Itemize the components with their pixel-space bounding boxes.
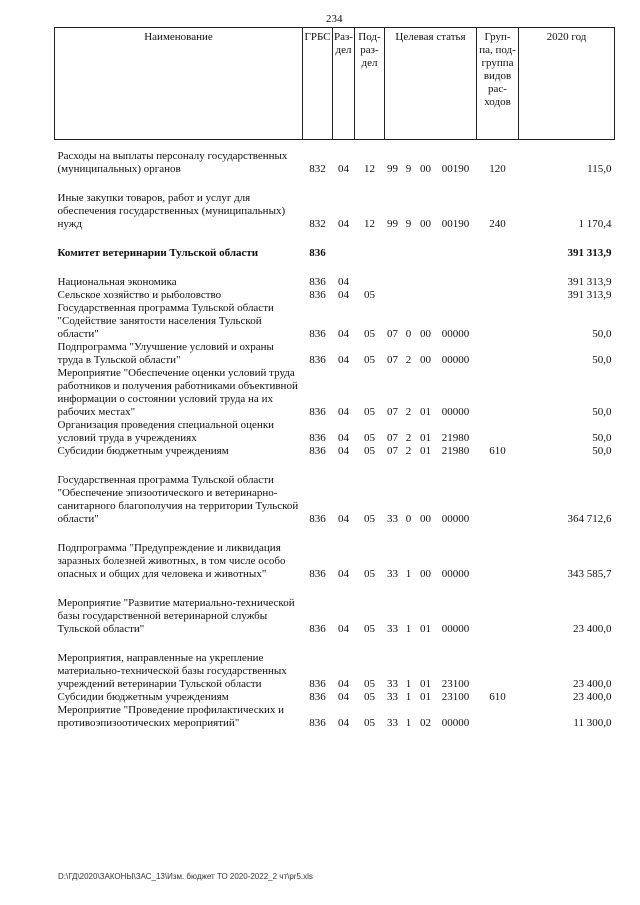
cell-name: Субсидии бюджетным учреждениям [57,691,229,703]
table-row [55,302,615,341]
cell-podrazdel: 05 [364,678,375,690]
header-razdel: Раз-дел [333,28,355,140]
cell-cs4: 00000 [441,406,470,418]
cell-name: Государственная программа Тульской области "Обеспечение эпизоотического и ветеринарно-санитарного благополучия на территории Тульской области" [57,474,299,525]
cell-cs1: 07 [387,432,398,444]
cell-gruppa [477,302,519,341]
cell-cs3: 00 [420,218,431,230]
cell-sum: 343 585,7 [567,568,612,580]
table-header [55,28,615,140]
cell-cs1: 07 [387,354,398,366]
cell-cs3: 00 [420,513,431,525]
cell-cs2: 0 [405,328,412,340]
cell-razdel: 04 [338,218,349,230]
cell-name: Иные закупки товаров, работ и услуг для обеспечения государственных (муниципальных) нужд [57,192,286,230]
cell-podrazdel [355,231,385,260]
cell-cs2: 2 [405,354,412,366]
cell-cs1: 33 [387,513,398,525]
cell-grbs: 832 [309,218,326,230]
cell-gruppa [477,526,519,581]
cell-name: Мероприятие "Обеспечение оценки условий труда работников и получения работниками объективной информации о состоянии условий труда на их рабочих местах" [57,367,298,418]
cell-gruppa: 120 [489,163,506,175]
page-number: 234 [326,13,343,25]
cell-razdel: 04 [338,513,349,525]
cell-grbs: 836 [309,691,326,703]
cell-cs1: 33 [387,623,398,635]
cell-cs4 [435,231,477,260]
table-row [55,581,615,636]
cell-cs2 [401,289,417,302]
cell-cs3: 01 [420,445,431,457]
table-row [55,231,615,260]
cell-razdel [333,231,355,260]
cell-cs3: 00 [420,328,431,340]
cell-cs2: 1 [405,623,412,635]
cell-cs4: 00000 [441,354,470,366]
table-row [55,367,615,419]
cell-cs2: 9 [405,218,412,230]
cell-podrazdel: 05 [364,445,375,457]
cell-cs1: 33 [387,568,398,580]
cell-gruppa [477,341,519,367]
cell-sum: 115,0 [587,163,612,175]
cell-cs3: 01 [420,406,431,418]
cell-cs1: 99 [387,218,398,230]
cell-cs4: 21980 [441,432,470,444]
cell-grbs: 836 [309,276,326,288]
table-row [55,140,615,177]
cell-podrazdel [355,260,385,289]
cell-name: Комитет ветеринарии Тульской области [57,247,259,259]
cell-name: Организация проведения специальной оценки условий труда в учреждениях [57,419,275,444]
cell-gruppa [477,289,519,302]
cell-cs3: 01 [420,691,431,703]
cell-gruppa [477,704,519,730]
cell-razdel: 04 [338,276,349,288]
cell-podrazdel: 05 [364,432,375,444]
cell-podrazdel: 05 [364,717,375,729]
cell-cs4: 00000 [441,717,470,729]
cell-sum: 50,0 [592,354,612,366]
cell-name: Национальная экономика [57,276,177,288]
cell-name: Субсидии бюджетным учреждениям [57,445,229,457]
cell-razdel: 04 [338,406,349,418]
table-row [55,289,615,302]
cell-grbs: 836 [309,717,326,729]
cell-name: Сельское хозяйство и рыболовство [57,289,222,301]
cell-cs2: 2 [405,445,412,457]
cell-razdel: 04 [338,432,349,444]
cell-grbs: 836 [309,247,326,259]
header-name: Наименование [55,28,303,140]
cell-podrazdel: 05 [364,328,375,340]
cell-gruppa [477,419,519,445]
cell-cs4: 00190 [441,163,470,175]
cell-sum: 50,0 [592,406,612,418]
cell-cs1 [385,260,401,289]
cell-gruppa: 240 [489,218,506,230]
cell-razdel: 04 [338,354,349,366]
cell-name: Мероприятие "Развитие материально-технической базы государственной ветеринарной службы Тульской области" [57,597,295,635]
header-tselevaya-statya: Целевая статья [385,28,477,140]
cell-cs4: 00000 [441,328,470,340]
header-podrazdel: Под-раз-дел [355,28,385,140]
cell-cs4: 00190 [441,218,470,230]
cell-gruppa [477,231,519,260]
cell-cs2: 0 [405,513,412,525]
cell-name: Подпрограмма "Предупреждение и ликвидация заразных болезней животных, в том числе особо опасных и общих для человека и животных" [57,542,286,580]
cell-podrazdel: 05 [364,691,375,703]
footer-file-path: D:\ГД\2020\ЗАКОНЫ\ЗАС_13\Изм. бюджет ТО 2020-2022_2 чт\pr5.xls [58,872,313,881]
cell-grbs: 836 [309,568,326,580]
header-year: 2020 год [519,28,615,140]
cell-cs1 [385,289,401,302]
cell-sum: 23 400,0 [573,623,612,635]
cell-cs3 [417,289,435,302]
table-row [55,260,615,289]
table-row [55,704,615,730]
cell-sum: 23 400,0 [573,678,612,690]
cell-sum: 391 313,9 [567,276,612,288]
cell-name: Государственная программа Тульской области "Содействие занятости населения Тульской области" [57,302,274,340]
cell-razdel: 04 [338,717,349,729]
cell-sum: 1 170,4 [578,218,612,230]
cell-razdel: 04 [338,623,349,635]
cell-grbs: 836 [309,513,326,525]
table-row [55,176,615,231]
cell-razdel: 04 [338,163,349,175]
cell-podrazdel: 12 [364,163,375,175]
cell-cs4: 21980 [441,445,470,457]
cell-podrazdel: 05 [364,406,375,418]
table-row [55,526,615,581]
table-row [55,445,615,458]
cell-cs2: 1 [405,717,412,729]
cell-cs1: 07 [387,406,398,418]
cell-sum: 50,0 [592,328,612,340]
cell-gruppa [477,636,519,691]
cell-podrazdel: 05 [364,289,375,301]
cell-podrazdel: 05 [364,354,375,366]
cell-razdel: 04 [338,445,349,457]
cell-cs2: 2 [405,406,412,418]
cell-grbs: 836 [309,623,326,635]
cell-gruppa [477,458,519,526]
cell-gruppa [477,367,519,419]
cell-sum: 391 313,9 [567,289,612,301]
cell-sum: 391 313,9 [567,247,612,259]
cell-grbs: 832 [309,163,326,175]
table-body [55,140,615,731]
header-gruppa: Груп-па, под-группа видов рас-ходов [477,28,519,140]
cell-cs3 [417,260,435,289]
cell-cs3: 01 [420,678,431,690]
cell-name: Мероприятие "Проведение профилактических и противоэпизоотических мероприятий" [57,704,284,729]
cell-cs3: 01 [420,623,431,635]
cell-razdel: 04 [338,328,349,340]
cell-cs3: 01 [420,432,431,444]
cell-podrazdel: 05 [364,623,375,635]
cell-cs2: 9 [405,163,412,175]
cell-cs2: 2 [405,432,412,444]
table-row [55,691,615,704]
cell-razdel: 04 [338,691,349,703]
cell-gruppa: 610 [489,691,506,703]
cell-grbs: 836 [309,678,326,690]
cell-name: Мероприятия, направленные на укрепление материально-технической базы государственных учреждений ветеринарии Тульской области [57,652,287,690]
cell-cs3: 00 [420,568,431,580]
table-row [55,636,615,691]
cell-cs2 [401,260,417,289]
cell-podrazdel: 12 [364,218,375,230]
cell-sum: 23 400,0 [573,691,612,703]
cell-cs1: 33 [387,678,398,690]
cell-cs4: 00000 [441,568,470,580]
cell-razdel: 04 [338,568,349,580]
cell-cs1: 33 [387,691,398,703]
budget-table [54,27,615,730]
cell-cs1: 99 [387,163,398,175]
cell-cs1: 07 [387,445,398,457]
cell-cs4 [435,289,477,302]
cell-name: Расходы на выплаты персоналу государственных (муниципальных) органов [57,150,288,175]
cell-grbs: 836 [309,328,326,340]
cell-cs4: 00000 [441,513,470,525]
cell-cs3: 00 [420,163,431,175]
table-row [55,341,615,367]
cell-sum: 364 712,6 [567,513,612,525]
cell-gruppa [477,581,519,636]
table-row [55,458,615,526]
cell-cs1: 33 [387,717,398,729]
cell-cs3: 00 [420,354,431,366]
cell-razdel: 04 [338,678,349,690]
cell-cs1: 07 [387,328,398,340]
cell-grbs: 836 [309,445,326,457]
cell-cs2: 1 [405,678,412,690]
cell-grbs: 836 [309,406,326,418]
cell-sum: 11 300,0 [573,717,612,729]
cell-grbs: 836 [309,289,326,301]
cell-grbs: 836 [309,432,326,444]
table-row [55,419,615,445]
cell-cs2: 1 [405,691,412,703]
cell-name: Подпрограмма "Улучшение условий и охраны труда в Тульской области" [57,341,274,366]
cell-gruppa: 610 [489,445,506,457]
header-grbs: ГРБС [303,28,333,140]
cell-cs4: 23100 [441,678,470,690]
cell-razdel: 04 [338,289,349,301]
cell-sum: 50,0 [592,445,612,457]
cell-cs4 [435,260,477,289]
cell-cs2: 1 [405,568,412,580]
cell-grbs: 836 [309,354,326,366]
cell-podrazdel: 05 [364,513,375,525]
cell-cs4: 00000 [441,623,470,635]
cell-cs3 [417,231,435,260]
cell-gruppa [477,260,519,289]
cell-podrazdel: 05 [364,568,375,580]
cell-cs4: 23100 [441,691,470,703]
cell-cs1 [385,231,401,260]
cell-cs2 [401,231,417,260]
cell-sum: 50,0 [592,432,612,444]
cell-cs3: 02 [420,717,431,729]
